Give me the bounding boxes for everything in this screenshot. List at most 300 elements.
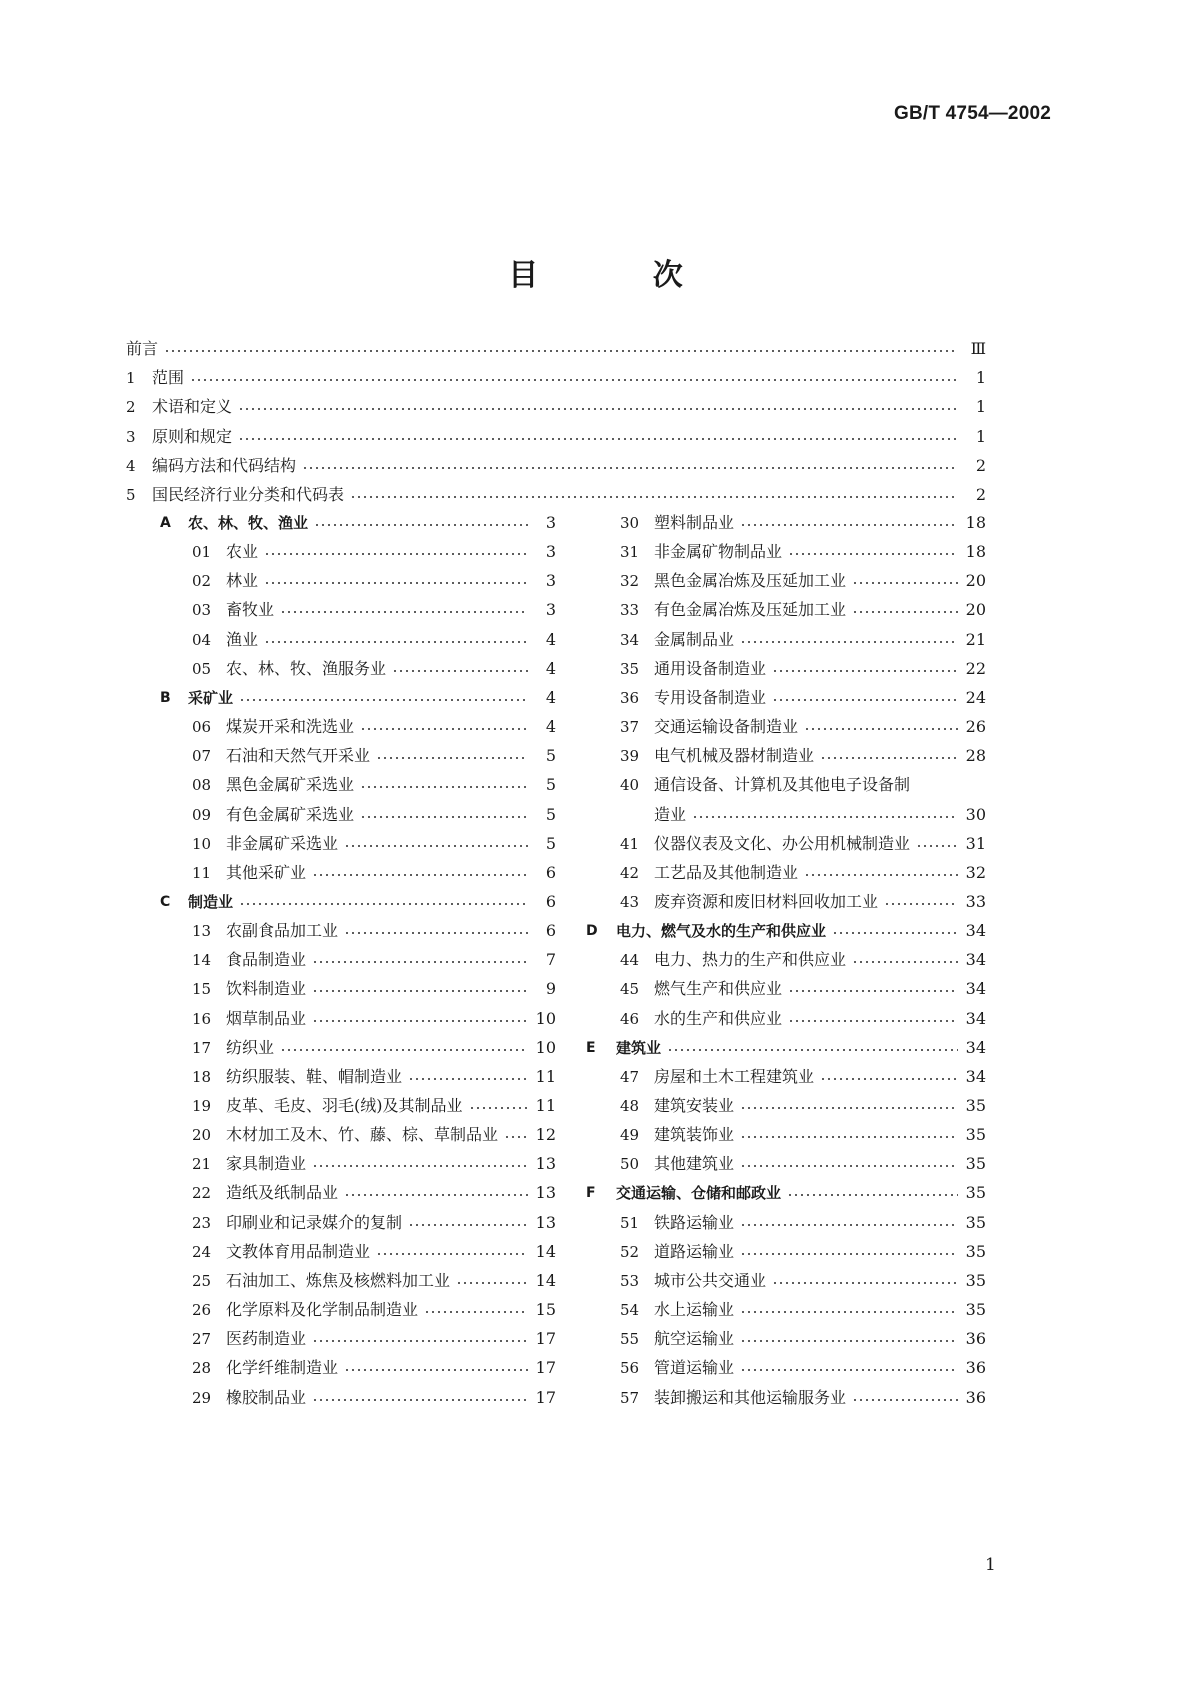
entry-page: 4: [545, 658, 556, 678]
entry-number: 5: [126, 486, 136, 504]
toc-subentry[interactable]: [192, 1180, 556, 1206]
toc-subentry[interactable]: [620, 889, 986, 915]
entry-number: 32: [620, 572, 640, 591]
entry-label: 国民经济行业分类和代码表: [152, 485, 345, 504]
toc-subentry[interactable]: [620, 1210, 986, 1236]
entry-page: 11: [535, 1096, 556, 1115]
toc-subentry[interactable]: [620, 568, 986, 594]
dot-leader: [344, 932, 528, 934]
toc-subentry[interactable]: [620, 1122, 986, 1148]
entry-label: 林业: [226, 571, 259, 591]
dot-leader: [264, 553, 528, 555]
entry-page: 34: [965, 1066, 986, 1086]
entry-label: 非金属矿物制品业: [654, 542, 783, 562]
dot-leader: [884, 903, 958, 905]
entry-page: 35: [965, 1096, 986, 1115]
toc-subentry[interactable]: [192, 1268, 556, 1294]
toc-subentry[interactable]: [192, 1006, 556, 1032]
entry-page: 3: [545, 571, 556, 591]
toc-subentry[interactable]: [192, 539, 556, 565]
toc-section[interactable]: [586, 918, 986, 944]
toc-entry[interactable]: [126, 453, 986, 479]
toc-subentry[interactable]: [620, 860, 986, 886]
entry-label: 房屋和土木工程建筑业: [654, 1066, 815, 1086]
dot-leader: [238, 438, 958, 440]
dot-leader: [740, 1253, 958, 1255]
dot-leader: [424, 1311, 528, 1313]
entry-label: 水上运输业: [654, 1300, 735, 1320]
entry-page: Ⅲ: [970, 339, 986, 358]
toc-subentry[interactable]: [620, 976, 986, 1002]
entry-label: 航空运输业: [654, 1329, 735, 1349]
dot-leader: [820, 1078, 958, 1080]
entry-number: 19: [192, 1097, 212, 1115]
entry-label: 医药制造业: [226, 1329, 307, 1349]
entry-page: 34: [965, 950, 986, 970]
dot-leader: [740, 1311, 958, 1313]
entry-number: 42: [620, 863, 640, 882]
entry-number: 3: [126, 427, 136, 446]
dot-leader: [280, 1049, 528, 1051]
entry-label: 石油加工、炼焦及核燃料加工业: [226, 1270, 451, 1290]
entry-number: 11: [192, 863, 212, 882]
toc-section[interactable]: [586, 1035, 986, 1061]
entry-number: 06: [192, 718, 212, 737]
entry-number: 46: [620, 1009, 640, 1028]
toc-subentry[interactable]: [620, 539, 986, 565]
dot-leader: [852, 961, 958, 963]
toc-subentry[interactable]: [192, 1297, 556, 1323]
dot-leader: [344, 1194, 528, 1196]
dot-leader: [788, 1020, 958, 1022]
toc-subentry[interactable]: [620, 597, 986, 623]
toc-subentry[interactable]: [192, 831, 556, 857]
entry-page: 35: [965, 1212, 986, 1232]
entry-number: 24: [192, 1242, 212, 1261]
entry-page: 4: [545, 717, 556, 737]
entry-label: 化学纤维制造业: [226, 1358, 339, 1378]
toc-subentry[interactable]: [192, 1355, 556, 1381]
entry-label: 农业: [226, 542, 259, 562]
entry-page: 35: [965, 1300, 986, 1320]
entry-page: 3: [545, 513, 556, 532]
entry-page: 5: [545, 775, 556, 795]
entry-label: 有色金属矿采选业: [226, 804, 355, 824]
entry-label: 通信设备、计算机及其他电子设备制: [654, 775, 911, 795]
entry-label: 橡胶制品业: [226, 1387, 307, 1407]
entry-label: 渔业: [226, 629, 259, 649]
dot-leader: [360, 816, 528, 818]
entry-number: 30: [620, 514, 640, 532]
entry-number: 4: [126, 456, 136, 475]
entry-label: 装卸搬运和其他运输服务业: [654, 1387, 847, 1407]
dot-leader: [408, 1224, 528, 1226]
dot-leader: [312, 1399, 528, 1401]
toc-subentry[interactable]: [192, 714, 556, 740]
toc-entry[interactable]: [126, 365, 986, 391]
entry-number: 34: [620, 630, 640, 649]
toc-entry[interactable]: [126, 424, 986, 450]
dot-leader: [788, 553, 958, 555]
entry-label: 通用设备制造业: [654, 658, 767, 678]
dot-leader: [312, 1020, 528, 1022]
dot-leader: [740, 1340, 958, 1342]
dot-leader: [264, 641, 528, 643]
toc-entry[interactable]: [126, 482, 986, 508]
entry-number: 47: [620, 1067, 640, 1086]
toc-subentry[interactable]: [620, 656, 986, 682]
entry-label: 黑色金属矿采选业: [226, 775, 355, 795]
entry-page: 35: [965, 1154, 986, 1174]
toc-subentry[interactable]: [620, 1297, 986, 1323]
toc-subentry[interactable]: [192, 656, 556, 682]
entry-page: 15: [535, 1300, 556, 1320]
dot-leader: [264, 582, 528, 584]
dot-leader: [456, 1282, 528, 1284]
entry-page: 30: [965, 804, 986, 824]
toc-subentry[interactable]: [192, 1385, 556, 1411]
toc-subentry[interactable]: [620, 802, 986, 828]
entry-label: 造纸及纸制品业: [226, 1183, 339, 1203]
entry-label: 前言: [126, 339, 159, 358]
entry-page: 17: [535, 1387, 556, 1407]
dot-leader: [916, 845, 958, 847]
entry-number: 50: [620, 1155, 640, 1174]
entry-page: 36: [965, 1329, 986, 1349]
toc-subentry[interactable]: [192, 1326, 556, 1352]
dot-leader: [692, 816, 958, 818]
entry-label: 交通运输设备制造业: [654, 717, 799, 737]
dot-leader: [360, 786, 528, 788]
toc-section[interactable]: [586, 1180, 986, 1206]
toc-subentry[interactable]: [620, 1093, 986, 1119]
entry-number: 57: [620, 1388, 640, 1407]
toc-subentry[interactable]: [620, 1326, 986, 1352]
entry-page: 2: [975, 455, 986, 475]
entry-label: 术语和定义: [152, 397, 233, 417]
entry-number: C: [160, 893, 171, 910]
entry-number: 53: [620, 1271, 640, 1290]
dot-leader: [740, 524, 958, 526]
dot-leader: [312, 1340, 528, 1342]
entry-label: 皮革、毛皮、羽毛(绒)及其制品业: [226, 1096, 463, 1115]
toc-subentry[interactable]: [192, 743, 556, 769]
entry-label: 纺织服装、鞋、帽制造业: [226, 1066, 403, 1086]
standard-number: GB/T 4754—2002: [894, 103, 1051, 124]
entry-number: 02: [192, 572, 212, 591]
toc-subentry[interactable]: [192, 976, 556, 1002]
entry-number: 03: [192, 601, 212, 620]
dot-leader: [740, 1369, 958, 1371]
entry-label: 其他建筑业: [654, 1154, 735, 1174]
toc-subentry[interactable]: [192, 802, 556, 828]
entry-number: 20: [192, 1126, 212, 1145]
toc-subentry[interactable]: [192, 627, 556, 653]
entry-number: A: [160, 515, 171, 531]
entry-label: 原则和规定: [152, 426, 233, 446]
toc-subentry[interactable]: [620, 1385, 986, 1411]
entry-number: 49: [620, 1126, 640, 1145]
dot-leader: [376, 757, 528, 759]
entry-label: 造业: [654, 804, 687, 824]
entry-page: 12: [535, 1125, 556, 1145]
dot-leader: [787, 1194, 958, 1196]
entry-number: 33: [620, 601, 640, 620]
dot-leader: [852, 611, 958, 613]
page-title: 目 次: [508, 258, 735, 293]
entry-label: 农副食品加工业: [226, 921, 339, 941]
entry-label: 木材加工及木、竹、藤、棕、草制品业: [226, 1125, 499, 1145]
entry-label: 烟草制品业: [226, 1008, 307, 1028]
entry-label: 管道运输业: [654, 1358, 735, 1378]
entry-number: 52: [620, 1242, 640, 1261]
entry-page: 6: [545, 891, 556, 911]
dot-leader: [820, 757, 958, 759]
entry-page: 34: [965, 921, 986, 941]
entry-number: 41: [620, 834, 640, 853]
entry-label: 石油和天然气开采业: [226, 746, 371, 766]
entry-number: 36: [620, 688, 640, 707]
entry-number: 28: [192, 1359, 212, 1378]
dot-leader: [350, 496, 958, 498]
entry-page: 9: [545, 979, 556, 999]
entry-page: 24: [965, 687, 986, 707]
toc-subentry[interactable]: [620, 510, 986, 536]
entry-page: 3: [545, 600, 556, 620]
entry-page: 26: [965, 717, 986, 737]
entry-label: 专用设备制造业: [654, 687, 767, 707]
dot-leader: [504, 1136, 528, 1138]
entry-label: 畜牧业: [226, 600, 275, 620]
entry-number: 35: [620, 659, 640, 678]
entry-number: 13: [192, 922, 212, 941]
entry-number: 29: [192, 1388, 212, 1407]
entry-label: 交通运输、仓储和邮政业: [616, 1184, 782, 1203]
entry-label: 纺织业: [226, 1037, 275, 1057]
toc-subentry[interactable]: [620, 1239, 986, 1265]
entry-page: 5: [545, 804, 556, 824]
entry-label: 铁路运输业: [654, 1212, 735, 1232]
toc-subentry[interactable]: [620, 1268, 986, 1294]
entry-number: 39: [620, 747, 640, 766]
entry-number: 55: [620, 1330, 640, 1349]
entry-page: 17: [535, 1358, 556, 1378]
dot-leader: [239, 903, 528, 905]
entry-page: 35: [965, 1183, 986, 1203]
toc-section[interactable]: [160, 685, 556, 711]
toc-subentry[interactable]: [620, 627, 986, 653]
entry-label: 非金属矿采选业: [226, 833, 339, 853]
entry-page: 17: [535, 1329, 556, 1349]
entry-number: 01: [192, 543, 212, 562]
entry-label: 有色金属冶炼及压延加工业: [654, 600, 847, 620]
toc-subentry[interactable]: [620, 1006, 986, 1032]
entry-label: 制造业: [188, 892, 234, 911]
dot-leader: [772, 670, 958, 672]
toc-subentry[interactable]: [620, 772, 986, 798]
entry-number: 07: [192, 747, 212, 766]
dot-leader: [772, 699, 958, 701]
entry-number: 21: [192, 1155, 212, 1174]
entry-number: 23: [192, 1213, 212, 1232]
toc-subentry[interactable]: [192, 1093, 556, 1119]
entry-page: 32: [965, 862, 986, 882]
entry-label: 煤炭开采和洗选业: [226, 717, 355, 737]
entry-number: D: [586, 923, 598, 940]
toc-subentry[interactable]: [192, 1035, 556, 1061]
dot-leader: [740, 1165, 958, 1167]
toc-subentry[interactable]: [620, 685, 986, 711]
entry-page: 35: [965, 1270, 986, 1290]
entry-number: 31: [620, 543, 640, 562]
entry-label: 印刷业和记录媒介的复制: [226, 1212, 403, 1232]
toc-subentry[interactable]: [192, 772, 556, 798]
entry-page: 33: [965, 891, 986, 911]
entry-number: 48: [620, 1097, 640, 1115]
toc-subentry[interactable]: [192, 1151, 556, 1177]
entry-label: 建筑装饰业: [654, 1125, 735, 1145]
toc-subentry[interactable]: [192, 947, 556, 973]
entry-page: 14: [535, 1241, 556, 1261]
entry-label: 金属制品业: [654, 629, 735, 649]
entry-page: 4: [545, 687, 556, 707]
dot-leader: [804, 874, 958, 876]
dot-leader: [408, 1078, 528, 1080]
toc-entry[interactable]: [126, 394, 986, 420]
entry-number: 18: [192, 1067, 212, 1086]
entry-number: 37: [620, 718, 640, 737]
entry-page: 34: [965, 1037, 986, 1057]
entry-label: 废弃资源和废旧材料回收加工业: [654, 891, 879, 911]
toc-subentry[interactable]: [620, 743, 986, 769]
entry-label: 其他采矿业: [226, 862, 307, 882]
entry-label: 电力、燃气及水的生产和供应业: [616, 922, 827, 941]
entry-number: 22: [192, 1184, 212, 1203]
entry-page: 13: [535, 1154, 556, 1174]
dot-leader: [804, 728, 958, 730]
entry-page: 7: [545, 950, 556, 970]
entry-label: 编码方法和代码结构: [152, 455, 297, 475]
entry-number: 40: [620, 776, 640, 795]
toc-subentry[interactable]: [620, 1355, 986, 1381]
entry-number: B: [160, 689, 171, 706]
entry-number: 09: [192, 805, 212, 824]
entry-label: 农、林、牧、渔业: [188, 514, 309, 532]
entry-page: 34: [965, 979, 986, 999]
entry-label: 城市公共交通业: [654, 1270, 767, 1290]
entry-page: 10: [535, 1008, 556, 1028]
entry-label: 燃气生产和供应业: [654, 979, 783, 999]
entry-page: 20: [965, 600, 986, 620]
dot-leader: [314, 524, 528, 526]
toc-section[interactable]: [160, 510, 556, 536]
entry-label: 电气机械及器材制造业: [654, 746, 815, 766]
entry-label: 饮料制造业: [226, 979, 307, 999]
entry-page: 18: [965, 542, 986, 562]
toc-subentry[interactable]: [192, 860, 556, 886]
toc-entry[interactable]: [126, 336, 986, 362]
dot-leader: [740, 1136, 958, 1138]
dot-leader: [302, 467, 958, 469]
dot-leader: [740, 1107, 958, 1109]
entry-page: 10: [535, 1037, 556, 1057]
dot-leader: [832, 932, 958, 934]
entry-page: 1: [975, 426, 986, 446]
toc-subentry[interactable]: [192, 1064, 556, 1090]
entry-number: 2: [126, 398, 136, 417]
entry-number: 26: [192, 1301, 212, 1320]
entry-page: 31: [965, 833, 986, 853]
toc-subentry[interactable]: [192, 918, 556, 944]
entry-page: 36: [965, 1358, 986, 1378]
entry-page: 5: [545, 746, 556, 766]
entry-number: 14: [192, 951, 212, 970]
dot-leader: [280, 611, 528, 613]
entry-label: 农、林、牧、渔服务业: [226, 658, 387, 678]
dot-leader: [852, 582, 958, 584]
toc-subentry[interactable]: [620, 1064, 986, 1090]
dot-leader: [312, 961, 528, 963]
entry-page: 21: [965, 629, 986, 649]
entry-page: 6: [545, 921, 556, 941]
toc-subentry[interactable]: [620, 714, 986, 740]
entry-page: 1: [975, 368, 986, 388]
entry-page: 5: [545, 833, 556, 853]
entry-page: 34: [965, 1008, 986, 1028]
toc-subentry[interactable]: [620, 1151, 986, 1177]
entry-page: 36: [965, 1387, 986, 1407]
toc-subentry[interactable]: [620, 947, 986, 973]
entry-number: 16: [192, 1009, 212, 1028]
toc-section[interactable]: [160, 889, 556, 915]
entry-number: E: [586, 1039, 596, 1056]
entry-label: 电力、热力的生产和供应业: [654, 950, 847, 970]
entry-page: 22: [965, 658, 986, 678]
entry-label: 范围: [152, 368, 185, 388]
entry-number: 15: [192, 980, 212, 999]
toc-subentry[interactable]: [192, 568, 556, 594]
toc-subentry[interactable]: [192, 597, 556, 623]
entry-label: 工艺品及其他制造业: [654, 862, 799, 882]
entry-page: 13: [535, 1212, 556, 1232]
entry-label: 家具制造业: [226, 1154, 307, 1174]
toc-subentry[interactable]: [192, 1239, 556, 1265]
dot-leader: [312, 874, 528, 876]
entry-label: 食品制造业: [226, 950, 307, 970]
entry-number: 54: [620, 1301, 640, 1320]
entry-page: 3: [545, 542, 556, 562]
toc-subentry[interactable]: [620, 831, 986, 857]
toc-subentry[interactable]: [192, 1210, 556, 1236]
entry-number: 25: [192, 1271, 212, 1290]
entry-label: 化学原料及化学制品制造业: [226, 1300, 419, 1320]
dot-leader: [239, 699, 528, 701]
entry-number: 43: [620, 892, 640, 911]
entry-number: 1: [126, 369, 136, 388]
entry-number: 08: [192, 776, 212, 795]
entry-number: 56: [620, 1359, 640, 1378]
dot-leader: [344, 845, 528, 847]
entry-label: 采矿业: [188, 688, 234, 707]
toc-subentry[interactable]: [192, 1122, 556, 1148]
entry-page: 11: [535, 1066, 556, 1086]
entry-page: 1: [975, 397, 986, 417]
dot-leader: [190, 379, 958, 381]
dot-leader: [852, 1399, 958, 1401]
dot-leader: [667, 1049, 958, 1051]
page-number: 1: [985, 1555, 996, 1575]
entry-page: 6: [545, 862, 556, 882]
